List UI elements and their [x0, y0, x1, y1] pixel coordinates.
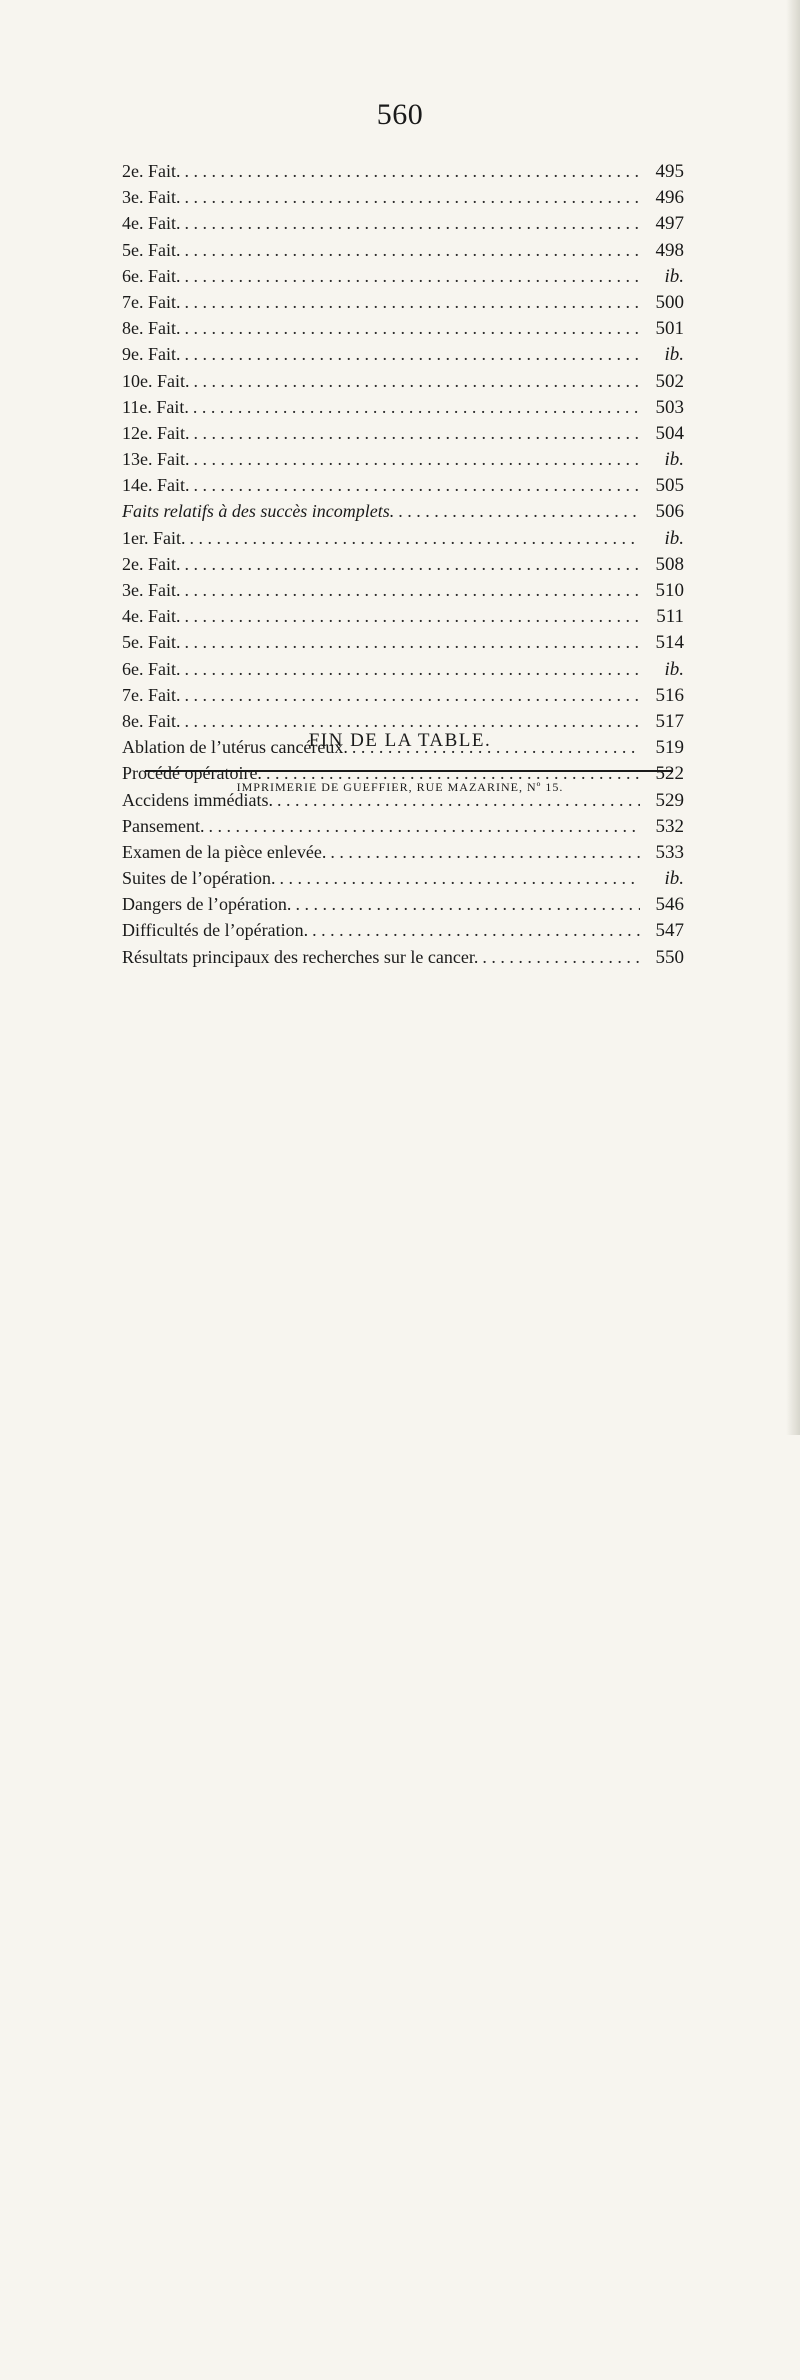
- page-edge-shadow: [786, 0, 800, 1435]
- dot-leader: [312, 917, 640, 943]
- toc-entry: [122, 210, 684, 236]
- toc-entry: [122, 865, 684, 891]
- toc-entry: [122, 682, 684, 708]
- table-of-contents: [122, 158, 684, 970]
- toc-entry-page: 514: [655, 632, 684, 654]
- toc-entry-page: 546: [655, 894, 684, 916]
- toc-entry: [122, 315, 684, 341]
- toc-entry-page: 511: [656, 606, 684, 628]
- toc-entry-label: 6e. Fait.: [122, 265, 181, 286]
- dot-leader: [482, 944, 640, 970]
- toc-entry-label: Accidens immédiats.: [122, 789, 273, 810]
- dot-leader: [185, 237, 641, 263]
- toc-entry: [122, 839, 684, 865]
- toc-entry-label: 13e. Fait.: [122, 449, 190, 470]
- toc-entry-label: 7e. Fait.: [122, 684, 181, 705]
- toc-entry: [122, 891, 684, 917]
- toc-entry-page: 547: [655, 920, 684, 942]
- toc-entry-page: ib.: [664, 658, 684, 680]
- dot-leader: [194, 446, 641, 472]
- toc-entry-label: Examen de la pièce enlevée.: [122, 841, 327, 862]
- dot-leader: [194, 420, 641, 446]
- toc-entry: [122, 420, 684, 446]
- dot-leader: [185, 682, 641, 708]
- toc-entry-page: 516: [655, 684, 684, 706]
- page-number: 560: [376, 98, 424, 131]
- toc-entry-label: 10e. Fait.: [122, 370, 190, 391]
- toc-entry-label: Dangers de l’opération.: [122, 894, 292, 915]
- toc-entry-page: 496: [655, 187, 684, 209]
- dot-leader: [193, 394, 640, 420]
- dot-leader: [185, 184, 641, 210]
- dot-leader: [194, 472, 641, 498]
- toc-entry-label: Ablation de l’utérus cancéreux.: [122, 737, 348, 758]
- toc-entry-label: 3e. Fait.: [122, 580, 181, 600]
- dot-leader: [185, 289, 641, 315]
- toc-entry-label: 9e. Fait.: [122, 344, 181, 365]
- toc-entry-page: 519: [655, 737, 684, 759]
- toc-entry-label: 8e. Fait.: [122, 318, 181, 339]
- toc-entry-page: 529: [655, 789, 684, 811]
- toc-entry-label: 4e. Fait.: [122, 606, 181, 627]
- toc-entry-page: 500: [655, 291, 684, 313]
- toc-entry-page: 532: [655, 815, 684, 837]
- dot-leader: [194, 368, 641, 394]
- dot-leader: [295, 891, 640, 917]
- toc-entry: [122, 237, 684, 263]
- toc-entry-label: Procédé opératoire.: [122, 763, 262, 784]
- dot-leader: [185, 158, 641, 184]
- dot-leader: [398, 498, 640, 524]
- toc-entry: [122, 289, 684, 315]
- toc-entry-label: 2e. Fait.: [122, 553, 181, 574]
- toc-entry-label: 14e. Fait.: [122, 475, 190, 496]
- toc-entry-label: 8e. Fait.: [122, 710, 181, 731]
- toc-entry: [122, 603, 684, 629]
- toc-entry-page: ib.: [664, 527, 684, 549]
- toc-entry: [122, 394, 684, 420]
- toc-entry: [122, 341, 684, 367]
- dot-leader: [185, 341, 641, 367]
- dot-leader: [190, 525, 641, 551]
- toc-entry-label: 6e. Fait.: [122, 658, 181, 679]
- toc-entry: [122, 368, 684, 394]
- toc-entry-page: 495: [655, 161, 684, 182]
- toc-entry: [122, 472, 684, 498]
- dot-leader: [185, 629, 641, 655]
- toc-entry-label: 7e. Fait.: [122, 291, 181, 312]
- toc-entry: [122, 551, 684, 577]
- toc-entry-page: 505: [655, 475, 684, 497]
- toc-entry-label: Résultats principaux des recherches sur le cancer.: [122, 946, 479, 967]
- toc-entry-page: 510: [655, 580, 684, 601]
- horizontal-rule: [145, 770, 673, 772]
- dot-leader: [185, 603, 641, 629]
- toc-entry: [122, 525, 684, 551]
- toc-entry-label: 12e. Fait.: [122, 422, 190, 443]
- toc-entry-label: 4e. Fait.: [122, 213, 181, 234]
- toc-entry-label: 11e. Fait.: [122, 396, 189, 417]
- toc-entry-page: 501: [655, 318, 684, 340]
- dot-leader: [185, 656, 641, 682]
- toc-entry: [122, 184, 684, 210]
- dot-leader: [185, 551, 641, 577]
- toc-entry: [122, 944, 684, 970]
- dot-leader: [330, 839, 640, 865]
- toc-entry-label: Suites de l’opération.: [122, 868, 276, 889]
- toc-entry-page: 522: [655, 763, 684, 785]
- toc-entry-page: ib.: [664, 344, 684, 366]
- toc-entry-page: 506: [655, 501, 684, 523]
- printer-imprint: IMPRIMERIE DE GUEFFIER, RUE MAZARINE, Nº 15.: [236, 780, 564, 794]
- toc-entry-page: ib.: [664, 868, 684, 890]
- toc-entry-label: 5e. Fait.: [122, 632, 181, 653]
- dot-leader: [185, 315, 641, 341]
- toc-entry: [122, 917, 684, 943]
- dot-leader: [185, 577, 641, 603]
- toc-entry: [122, 158, 684, 184]
- toc-entry-label: Faits relatifs à des succès incomplets.: [122, 501, 395, 522]
- toc-entry-page: 497: [655, 213, 684, 235]
- toc-entry: [122, 656, 684, 682]
- toc-entry-label: 3e. Fait.: [122, 187, 181, 208]
- toc-entry-label: 1er. Fait.: [122, 527, 186, 548]
- toc-entry-label: Pansement.: [122, 815, 205, 836]
- toc-entry: [122, 629, 684, 655]
- toc-entry-page: ib.: [664, 449, 684, 471]
- toc-entry-label: 5e. Fait.: [122, 239, 181, 260]
- toc-entry: [122, 263, 684, 289]
- toc-entry: [122, 446, 684, 472]
- toc-entry-label: Difficultés de l’opération.: [122, 920, 309, 941]
- toc-entry: [122, 813, 684, 839]
- dot-leader: [209, 813, 641, 839]
- end-of-table-heading: FIN DE LA TABLE.: [308, 730, 492, 751]
- toc-entry-label: 2e. Fait.: [122, 161, 181, 181]
- toc-entry-page: 504: [655, 422, 684, 444]
- toc-entry-page: 498: [655, 239, 684, 261]
- toc-entry-page: 533: [655, 841, 684, 863]
- toc-entry: [122, 498, 684, 524]
- dot-leader: [279, 865, 640, 891]
- dot-leader: [185, 210, 641, 236]
- dot-leader: [185, 263, 641, 289]
- toc-entry-page: 517: [655, 710, 684, 732]
- toc-entry-page: 508: [655, 553, 684, 575]
- toc-entry-page: ib.: [664, 265, 684, 287]
- toc-entry-page: 503: [655, 396, 684, 418]
- toc-entry-page: 502: [655, 370, 684, 392]
- toc-entry: [122, 577, 684, 603]
- toc-entry-page: 550: [655, 946, 684, 968]
